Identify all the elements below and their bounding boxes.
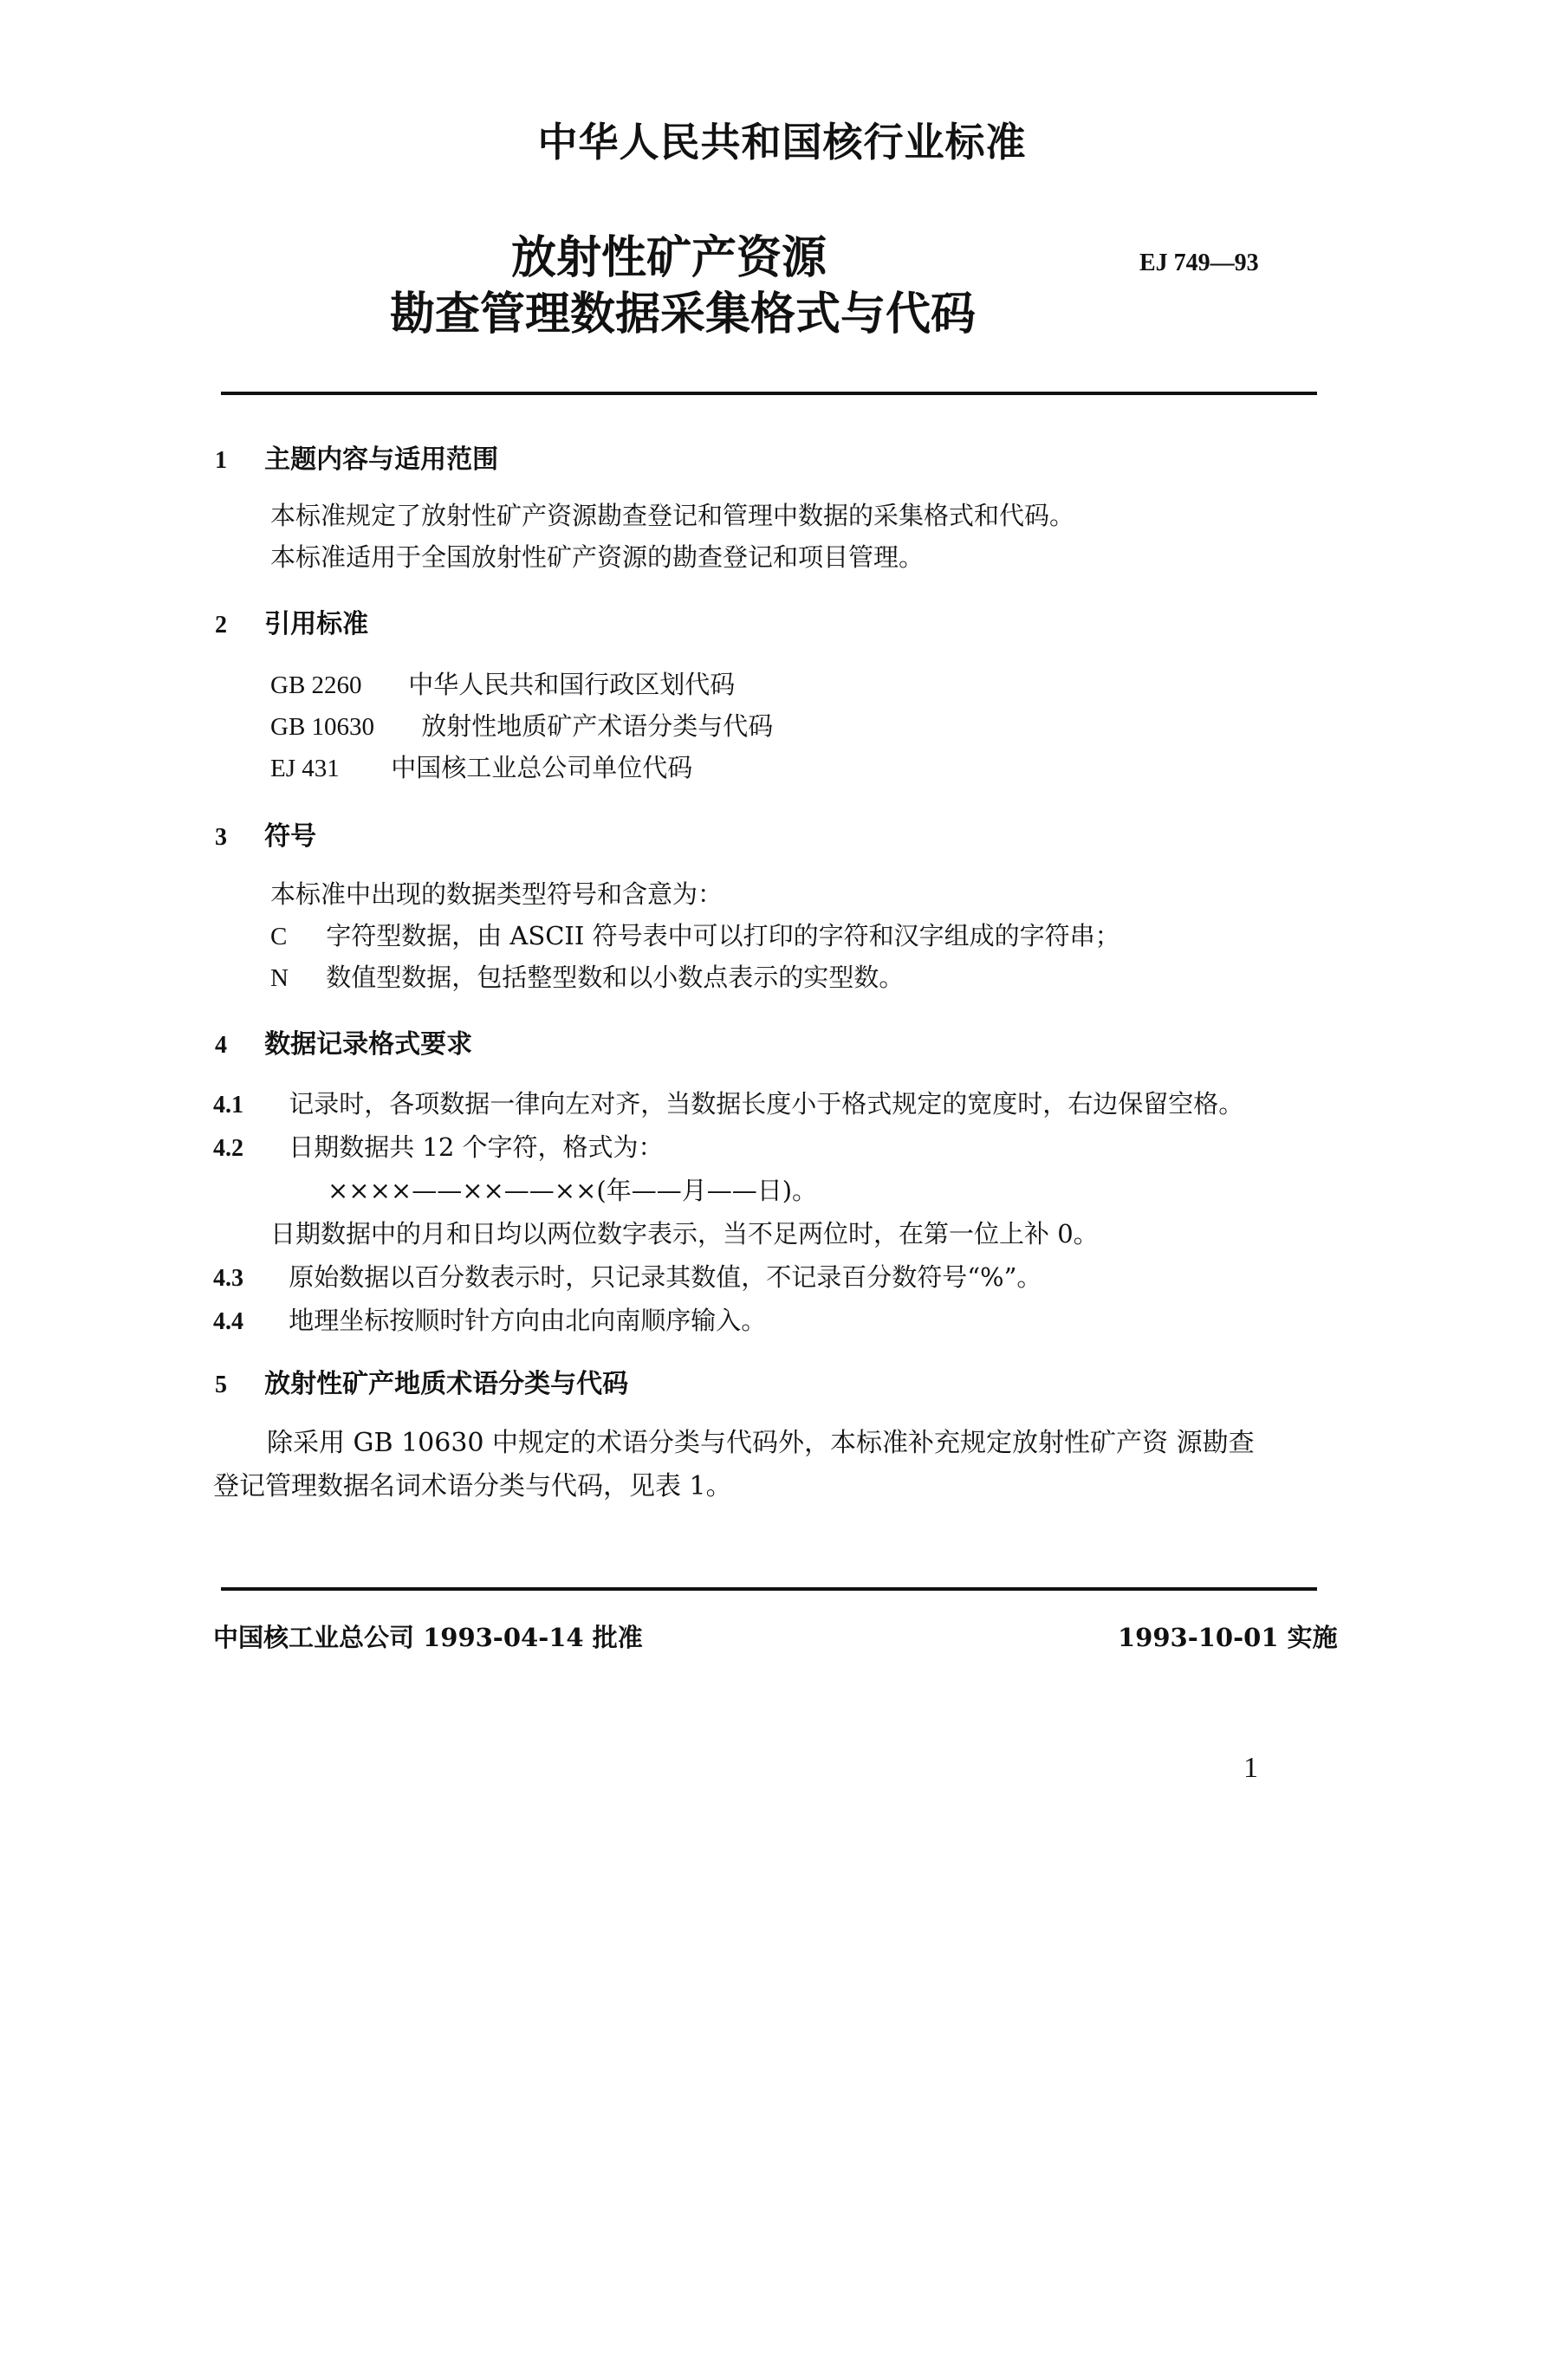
symbol-item (270, 917, 1120, 952)
section-1-paragraph-2: 本标准适用于全国放射性矿产资源的勘查登记和项目管理。 (270, 542, 925, 572)
page-number: 1 (1243, 1752, 1258, 1784)
issuer-title: 中华人民共和国核行业标准 (537, 119, 1027, 165)
section-2-heading (215, 602, 368, 640)
symbol-item (270, 958, 904, 994)
effective-date: 1993-10-01 实施 (1118, 1623, 1338, 1652)
reference-name: 放射性地质矿产术语分类与代码 (421, 711, 774, 741)
clause-text: 原始数据以百分数表示时，只记录其数值，不记录百分数符号“%”。 (289, 1262, 1042, 1292)
symbol-letter: C (270, 923, 288, 950)
clause-4-3 (213, 1258, 1042, 1294)
clause-4-4 (213, 1301, 766, 1337)
reference-item (270, 749, 692, 784)
reference-name: 中华人民共和国行政区划代码 (408, 670, 736, 699)
section-title: 放射性矿产地质术语分类与代码 (264, 1369, 629, 1399)
header-divider (221, 392, 1317, 395)
section-3-intro: 本标准中出现的数据类型符号和含意为： (270, 879, 724, 909)
section-3-heading (215, 814, 316, 853)
document-title-line2: 勘查管理数据采集格式与代码 (390, 288, 977, 340)
approval-line: 中国核工业总公司 1993-04-14 批准 (213, 1623, 643, 1652)
reference-code: EJ 431 (270, 755, 340, 782)
section-number: 3 (215, 824, 227, 851)
clause-number: 4.1 (213, 1092, 243, 1119)
clause-number: 4.3 (213, 1265, 243, 1292)
section-title: 主题内容与适用范围 (264, 444, 499, 475)
section-title: 符号 (264, 821, 317, 852)
section-5-paragraph-line-1: 除采用 GB 10630 中规定的术语分类与代码外，本标准补充规定放射性矿产资 源勘查 (267, 1428, 1255, 1458)
symbol-letter: N (270, 964, 289, 992)
section-1-paragraph-1: 本标准规定了放射性矿产资源勘查登记和管理中数据的采集格式和代码。 (270, 501, 1075, 530)
reference-item (270, 665, 735, 701)
reference-name: 中国核工业总公司单位代码 (391, 753, 693, 782)
date-format: ××××——××——××(年——月——日)。 (328, 1176, 818, 1205)
section-4-heading (215, 1022, 472, 1060)
clause-number: 4.4 (213, 1308, 243, 1335)
document-title-line1: 放射性矿产资源 (511, 231, 827, 284)
clause-text: 记录时，各项数据一律向左对齐，当数据长度小于格式规定的宽度时，右边保留空格。 (289, 1089, 1244, 1119)
reference-code: GB 2260 (270, 671, 362, 699)
section-number: 5 (215, 1372, 227, 1398)
standard-code: EJ 749—93 (1139, 250, 1259, 276)
clause-4-2 (213, 1128, 664, 1164)
footer-divider (221, 1587, 1317, 1591)
reference-item (270, 707, 773, 743)
section-title: 数据记录格式要求 (264, 1029, 473, 1060)
symbol-description: 数值型数据，包括整型数和以小数点表示的实型数。 (326, 963, 905, 992)
section-number: 4 (215, 1032, 227, 1059)
symbol-description: 字符型数据，由 ASCII 符号表中可以打印的字符和汉字组成的字符串； (326, 921, 1120, 950)
section-5-paragraph-line-2: 登记管理数据名词术语分类与代码，见表 1。 (213, 1471, 732, 1501)
section-number: 2 (215, 612, 227, 639)
clause-number: 4.2 (213, 1135, 243, 1162)
section-5-heading (215, 1362, 628, 1400)
section-title: 引用标准 (264, 609, 369, 639)
date-note: 日期数据中的月和日均以两位数字表示，当不足两位时，在第一位上补 0。 (270, 1219, 1099, 1248)
clause-4-1 (213, 1085, 1243, 1120)
reference-code: GB 10630 (270, 713, 375, 741)
clause-text: 地理坐标按顺时针方向由北向南顺序输入。 (289, 1306, 767, 1335)
section-1-heading (215, 438, 498, 476)
clause-text: 日期数据共 12 个字符，格式为： (289, 1132, 664, 1162)
section-number: 1 (215, 447, 227, 474)
